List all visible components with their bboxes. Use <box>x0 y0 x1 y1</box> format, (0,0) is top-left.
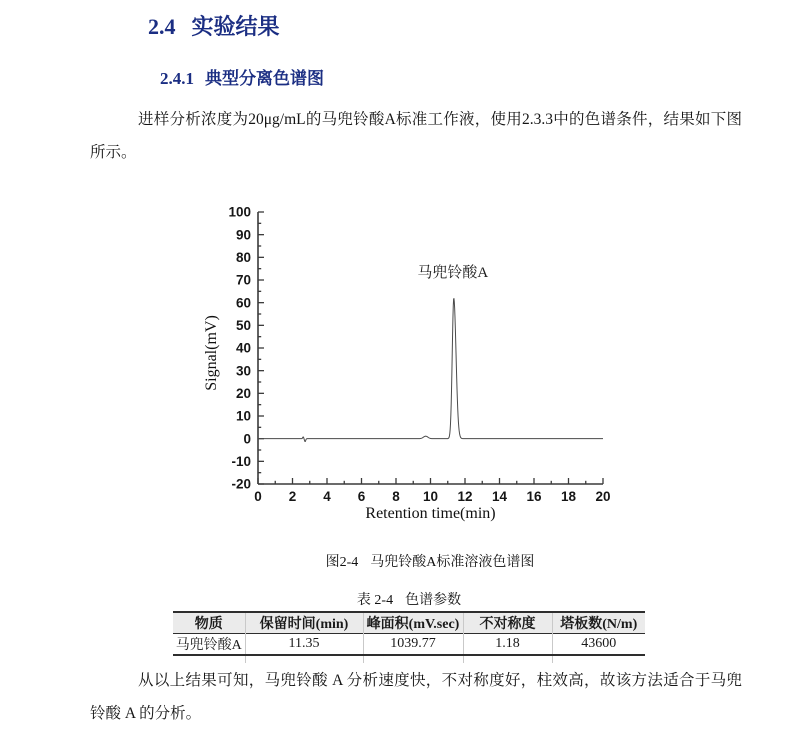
y-tick-label: 60 <box>235 295 251 311</box>
chromatogram-svg <box>195 198 655 533</box>
x-tick-label: 12 <box>457 489 473 504</box>
figure-caption-label: 图2-4 <box>325 555 359 570</box>
y-tick-label: 80 <box>235 249 251 265</box>
table-header-row <box>173 612 645 634</box>
y-tick-label: 90 <box>235 227 251 243</box>
peak-label: 马兜铃酸A <box>417 265 489 282</box>
table-header-cell: 不对称度 <box>463 612 552 634</box>
x-tick-label: 2 <box>288 489 297 504</box>
table-cell: 马兜铃酸A <box>173 634 245 656</box>
subsection-number: 2.4.1 <box>160 69 194 88</box>
table-caption-text: 色谱参数 <box>405 593 462 608</box>
section-number: 2.4 <box>148 14 176 39</box>
section-heading <box>148 10 280 41</box>
y-tick-label: -10 <box>231 453 251 469</box>
x-tick-label: 0 <box>254 489 262 504</box>
y-axis-title: Signal(mV) <box>203 315 220 391</box>
table-cell: 1.18 <box>463 634 552 656</box>
chromatogram-chart <box>195 198 655 533</box>
table-divider-stub <box>363 656 364 663</box>
table-bottom-stubs <box>173 656 645 663</box>
table-divider-stub <box>463 656 464 663</box>
y-tick-label: 100 <box>228 204 251 220</box>
table-cell: 11.35 <box>245 634 363 656</box>
x-tick-label: 6 <box>357 489 366 504</box>
x-axis-title: Retention time(min) <box>365 505 496 522</box>
y-tick-label: 50 <box>235 317 251 333</box>
parameters-table-wrap <box>173 611 645 663</box>
table-caption-label: 表 2-4 <box>356 593 394 608</box>
subsection-title: 典型分离色谱图 <box>205 69 324 88</box>
y-tick-label: 30 <box>235 363 251 379</box>
parameters-table <box>173 611 645 656</box>
paragraph-conclusion: 从以上结果可知，马兜铃酸 A 分析速度快，不对称度好，柱效高，故该方法适合于马兜铃酸 A 的分析。 <box>90 672 742 722</box>
table-row <box>173 634 645 656</box>
y-tick-label: 70 <box>235 272 251 288</box>
table-header-cell: 塔板数(N/m) <box>552 612 645 634</box>
figure-caption <box>195 551 665 571</box>
signal-trace <box>258 299 603 442</box>
y-tick-label: 0 <box>243 431 251 447</box>
y-tick-label: -20 <box>231 476 251 492</box>
table-divider-stub <box>245 656 246 663</box>
y-tick-label: 10 <box>235 408 251 424</box>
y-tick-label: 40 <box>235 340 251 356</box>
x-tick-label: 18 <box>560 489 577 504</box>
x-tick-label: 20 <box>595 489 611 504</box>
subsection-heading <box>160 64 324 89</box>
section-title: 实验结果 <box>191 14 280 39</box>
x-tick-label: 14 <box>491 489 508 504</box>
x-tick-label: 16 <box>526 489 542 504</box>
table-cell: 1039.77 <box>363 634 463 656</box>
table-cell: 43600 <box>552 634 645 656</box>
table-caption <box>173 589 645 609</box>
x-tick-label: 8 <box>392 489 400 504</box>
paragraph-intro: 进样分析浓度为20μg/mL的马兜铃酸A标准工作液，使用2.3.3中的色谱条件，结果如下图所示。 <box>90 111 742 161</box>
x-tick-label: 4 <box>323 489 331 504</box>
table-divider-stub <box>552 656 553 663</box>
table-header-cell: 峰面积(mV.sec) <box>363 612 463 634</box>
y-tick-label: 20 <box>235 385 251 401</box>
table-header-cell: 物质 <box>173 612 245 634</box>
x-tick-label: 10 <box>422 489 439 504</box>
table-header-cell: 保留时间(min) <box>245 612 363 634</box>
figure-caption-text: 马兜铃酸A标准溶液色谱图 <box>370 555 535 570</box>
